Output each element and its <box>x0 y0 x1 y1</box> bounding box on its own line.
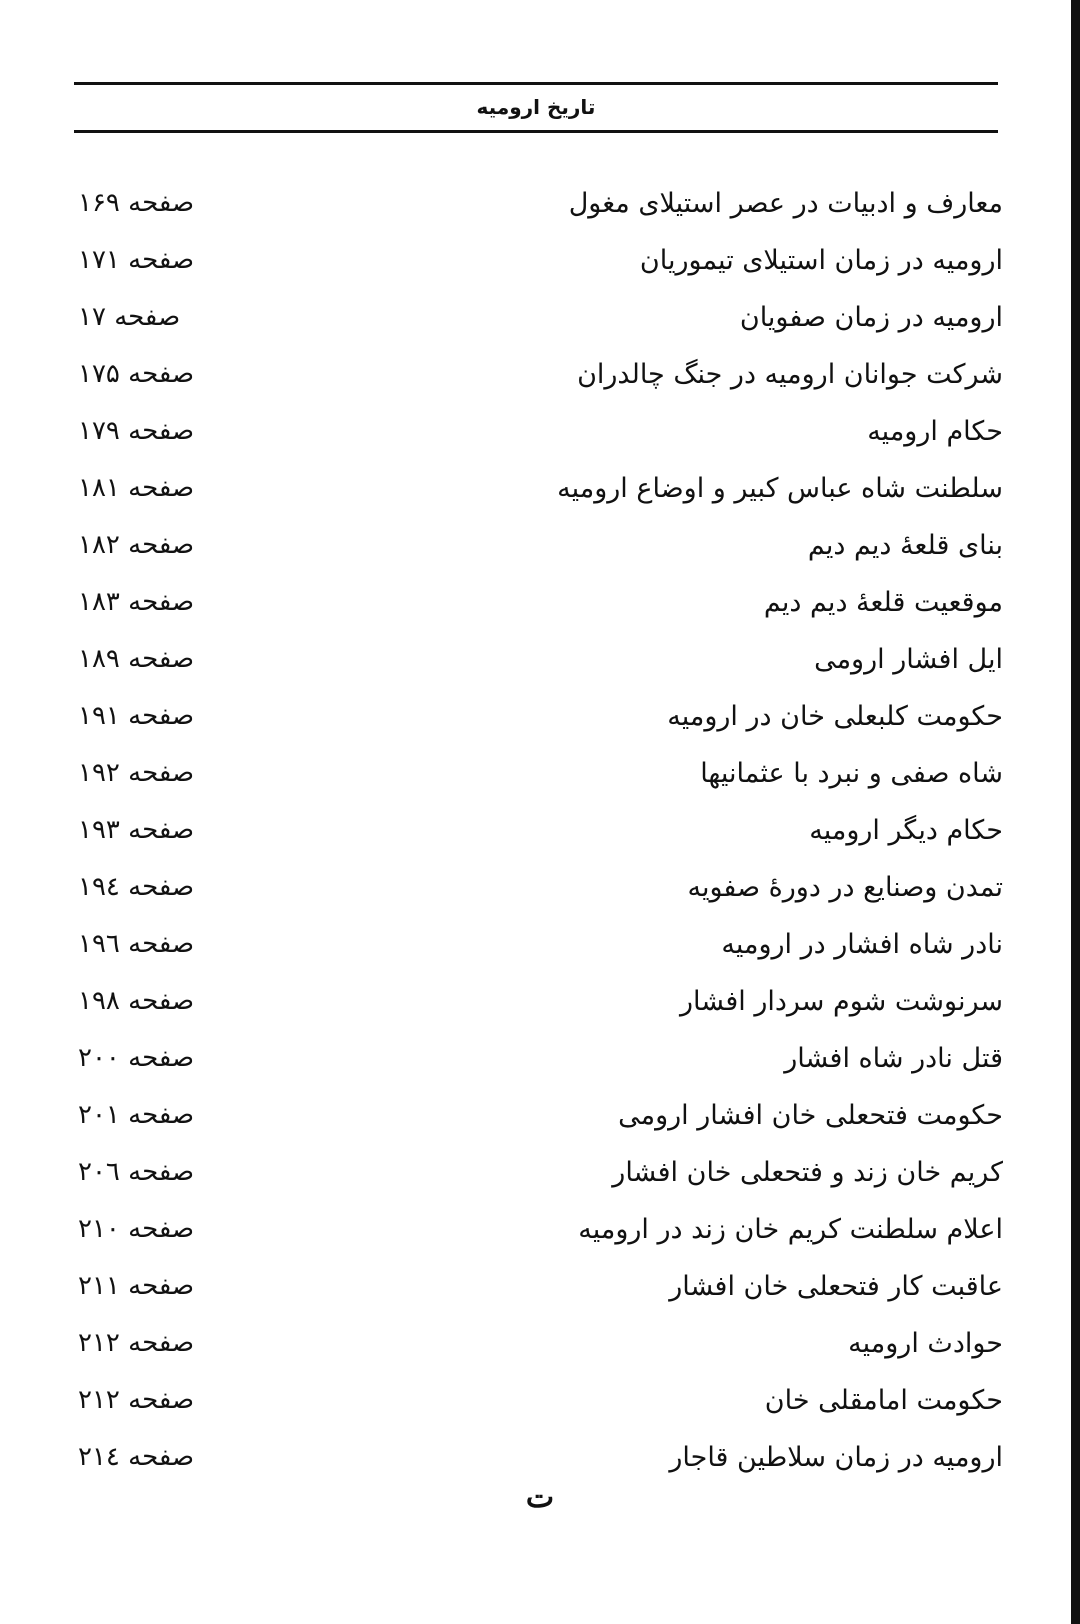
toc-row <box>60 1263 1003 1320</box>
toc-entry-page: صفحه ۱۸۹ <box>78 644 195 674</box>
toc-row <box>60 1149 1003 1206</box>
toc-entry-page: صفحه ۲۱۰ <box>78 1214 195 1244</box>
toc-entry-title: سلطنت شاه عباس کبیر و اوضاع ارومیه <box>557 473 1003 504</box>
toc-entry-page: صفحه ۲۱۲ <box>78 1328 195 1358</box>
toc-row <box>60 1092 1003 1149</box>
toc-row <box>60 921 1003 978</box>
toc-row <box>60 408 1003 465</box>
toc-entry-page: صفحه ۱۸۳ <box>78 587 195 617</box>
toc-entry-page: صفحه ۱۸۱ <box>78 473 195 503</box>
toc-entry-page: صفحه ۱۹۸ <box>78 986 195 1016</box>
toc-entry-page: صفحه ۲۱۱ <box>78 1271 195 1301</box>
toc-entry-page: صفحه ۱۷۵ <box>78 359 195 389</box>
toc-entry-page: صفحه ۱۹٤ <box>78 872 195 902</box>
toc-row <box>60 351 1003 408</box>
toc-row <box>60 1320 1003 1377</box>
toc-row <box>60 579 1003 636</box>
toc-entry-title: حکام ارومیه <box>867 416 1003 447</box>
toc-entry-page: صفحه ۱۷ <box>78 302 181 332</box>
toc-row <box>60 522 1003 579</box>
toc-row <box>60 636 1003 693</box>
toc-row <box>60 1206 1003 1263</box>
toc-entry-page: صفحه ۱۹۲ <box>78 758 195 788</box>
toc-entry-page: صفحه ۲۰۱ <box>78 1100 195 1130</box>
toc-entry-title: ارومیه در زمان صفویان <box>739 302 1003 333</box>
toc-row <box>60 180 1003 237</box>
toc-entry-page: صفحه ۲۰٦ <box>78 1157 195 1187</box>
header-rule-bottom <box>74 130 998 133</box>
toc-entry-page: صفحه ۲۰۰ <box>78 1043 195 1073</box>
toc-entry-title: کریم خان زند و فتحعلی خان افشار <box>612 1157 1003 1188</box>
toc-row <box>60 864 1003 921</box>
header-rule-top <box>74 82 998 85</box>
toc-entry-page: صفحه ۱۸۲ <box>78 530 195 560</box>
toc-row <box>60 750 1003 807</box>
toc-entry-title: نادر شاه افشار در ارومیه <box>721 929 1003 960</box>
toc-row <box>60 1377 1003 1434</box>
toc-entry-title: بنای قلعهٔ دیم دیم <box>807 530 1003 561</box>
toc-entry-title: ایل افشار ارومی <box>814 644 1003 675</box>
toc-entry-page: صفحه ۱۹۱ <box>78 701 195 731</box>
toc-entry-title: حکومت کلبعلی خان در ارومیه <box>667 701 1003 732</box>
toc-entry-title: شرکت جوانان ارومیه در جنگ چالدران <box>577 359 1003 390</box>
toc-entry-page: صفحه ۱۷۱ <box>78 245 195 275</box>
toc-entry-title: ارومیه در زمان سلاطین قاجار <box>669 1442 1003 1473</box>
toc-entry-title: قتل نادر شاه افشار <box>784 1043 1003 1074</box>
toc-row <box>60 1035 1003 1092</box>
running-header-title: تاریخ ارومیه <box>476 95 596 119</box>
table-of-contents <box>60 180 1003 1491</box>
toc-entry-title: شاه صفی و نبرد با عثمانیها <box>700 758 1003 789</box>
toc-entry-page: صفحه ۲۱٤ <box>78 1442 195 1472</box>
toc-row <box>60 978 1003 1035</box>
toc-row <box>60 693 1003 750</box>
toc-row <box>60 237 1003 294</box>
toc-entry-title: ارومیه در زمان استیلای تیموریان <box>639 245 1003 276</box>
toc-entry-page: صفحه ۱۶۹ <box>78 188 195 218</box>
toc-entry-page: صفحه ۲۱۲ <box>78 1385 195 1415</box>
toc-entry-title: حوادث ارومیه <box>848 1328 1003 1359</box>
toc-row <box>60 294 1003 351</box>
toc-entry-title: سرنوشت شوم سردار افشار <box>680 986 1003 1017</box>
toc-entry-title: عاقبت کار فتحعلی خان افشار <box>669 1271 1003 1302</box>
toc-entry-title: تمدن وصنایع در دورهٔ صفویه <box>687 872 1003 903</box>
page-edge-border <box>1071 0 1080 1624</box>
toc-row <box>60 807 1003 864</box>
toc-entry-page: صفحه ۱۷۹ <box>78 416 195 446</box>
toc-entry-title: حکومت امامقلی خان <box>764 1385 1003 1416</box>
page-number-letter: ت <box>525 1480 555 1515</box>
toc-entry-title: موقعیت قلعهٔ دیم دیم <box>763 587 1003 618</box>
toc-entry-page: صفحه ۱۹۳ <box>78 815 195 845</box>
toc-entry-title: حکام دیگر ارومیه <box>809 815 1003 846</box>
toc-row <box>60 465 1003 522</box>
toc-entry-title: اعلام سلطنت کریم خان زند در ارومیه <box>578 1214 1003 1245</box>
toc-entry-title: معارف و ادبیات در عصر استیلای مغول <box>568 188 1003 219</box>
toc-entry-page: صفحه ۱۹٦ <box>78 929 195 959</box>
toc-entry-title: حکومت فتحعلی خان افشار ارومی <box>618 1100 1003 1131</box>
